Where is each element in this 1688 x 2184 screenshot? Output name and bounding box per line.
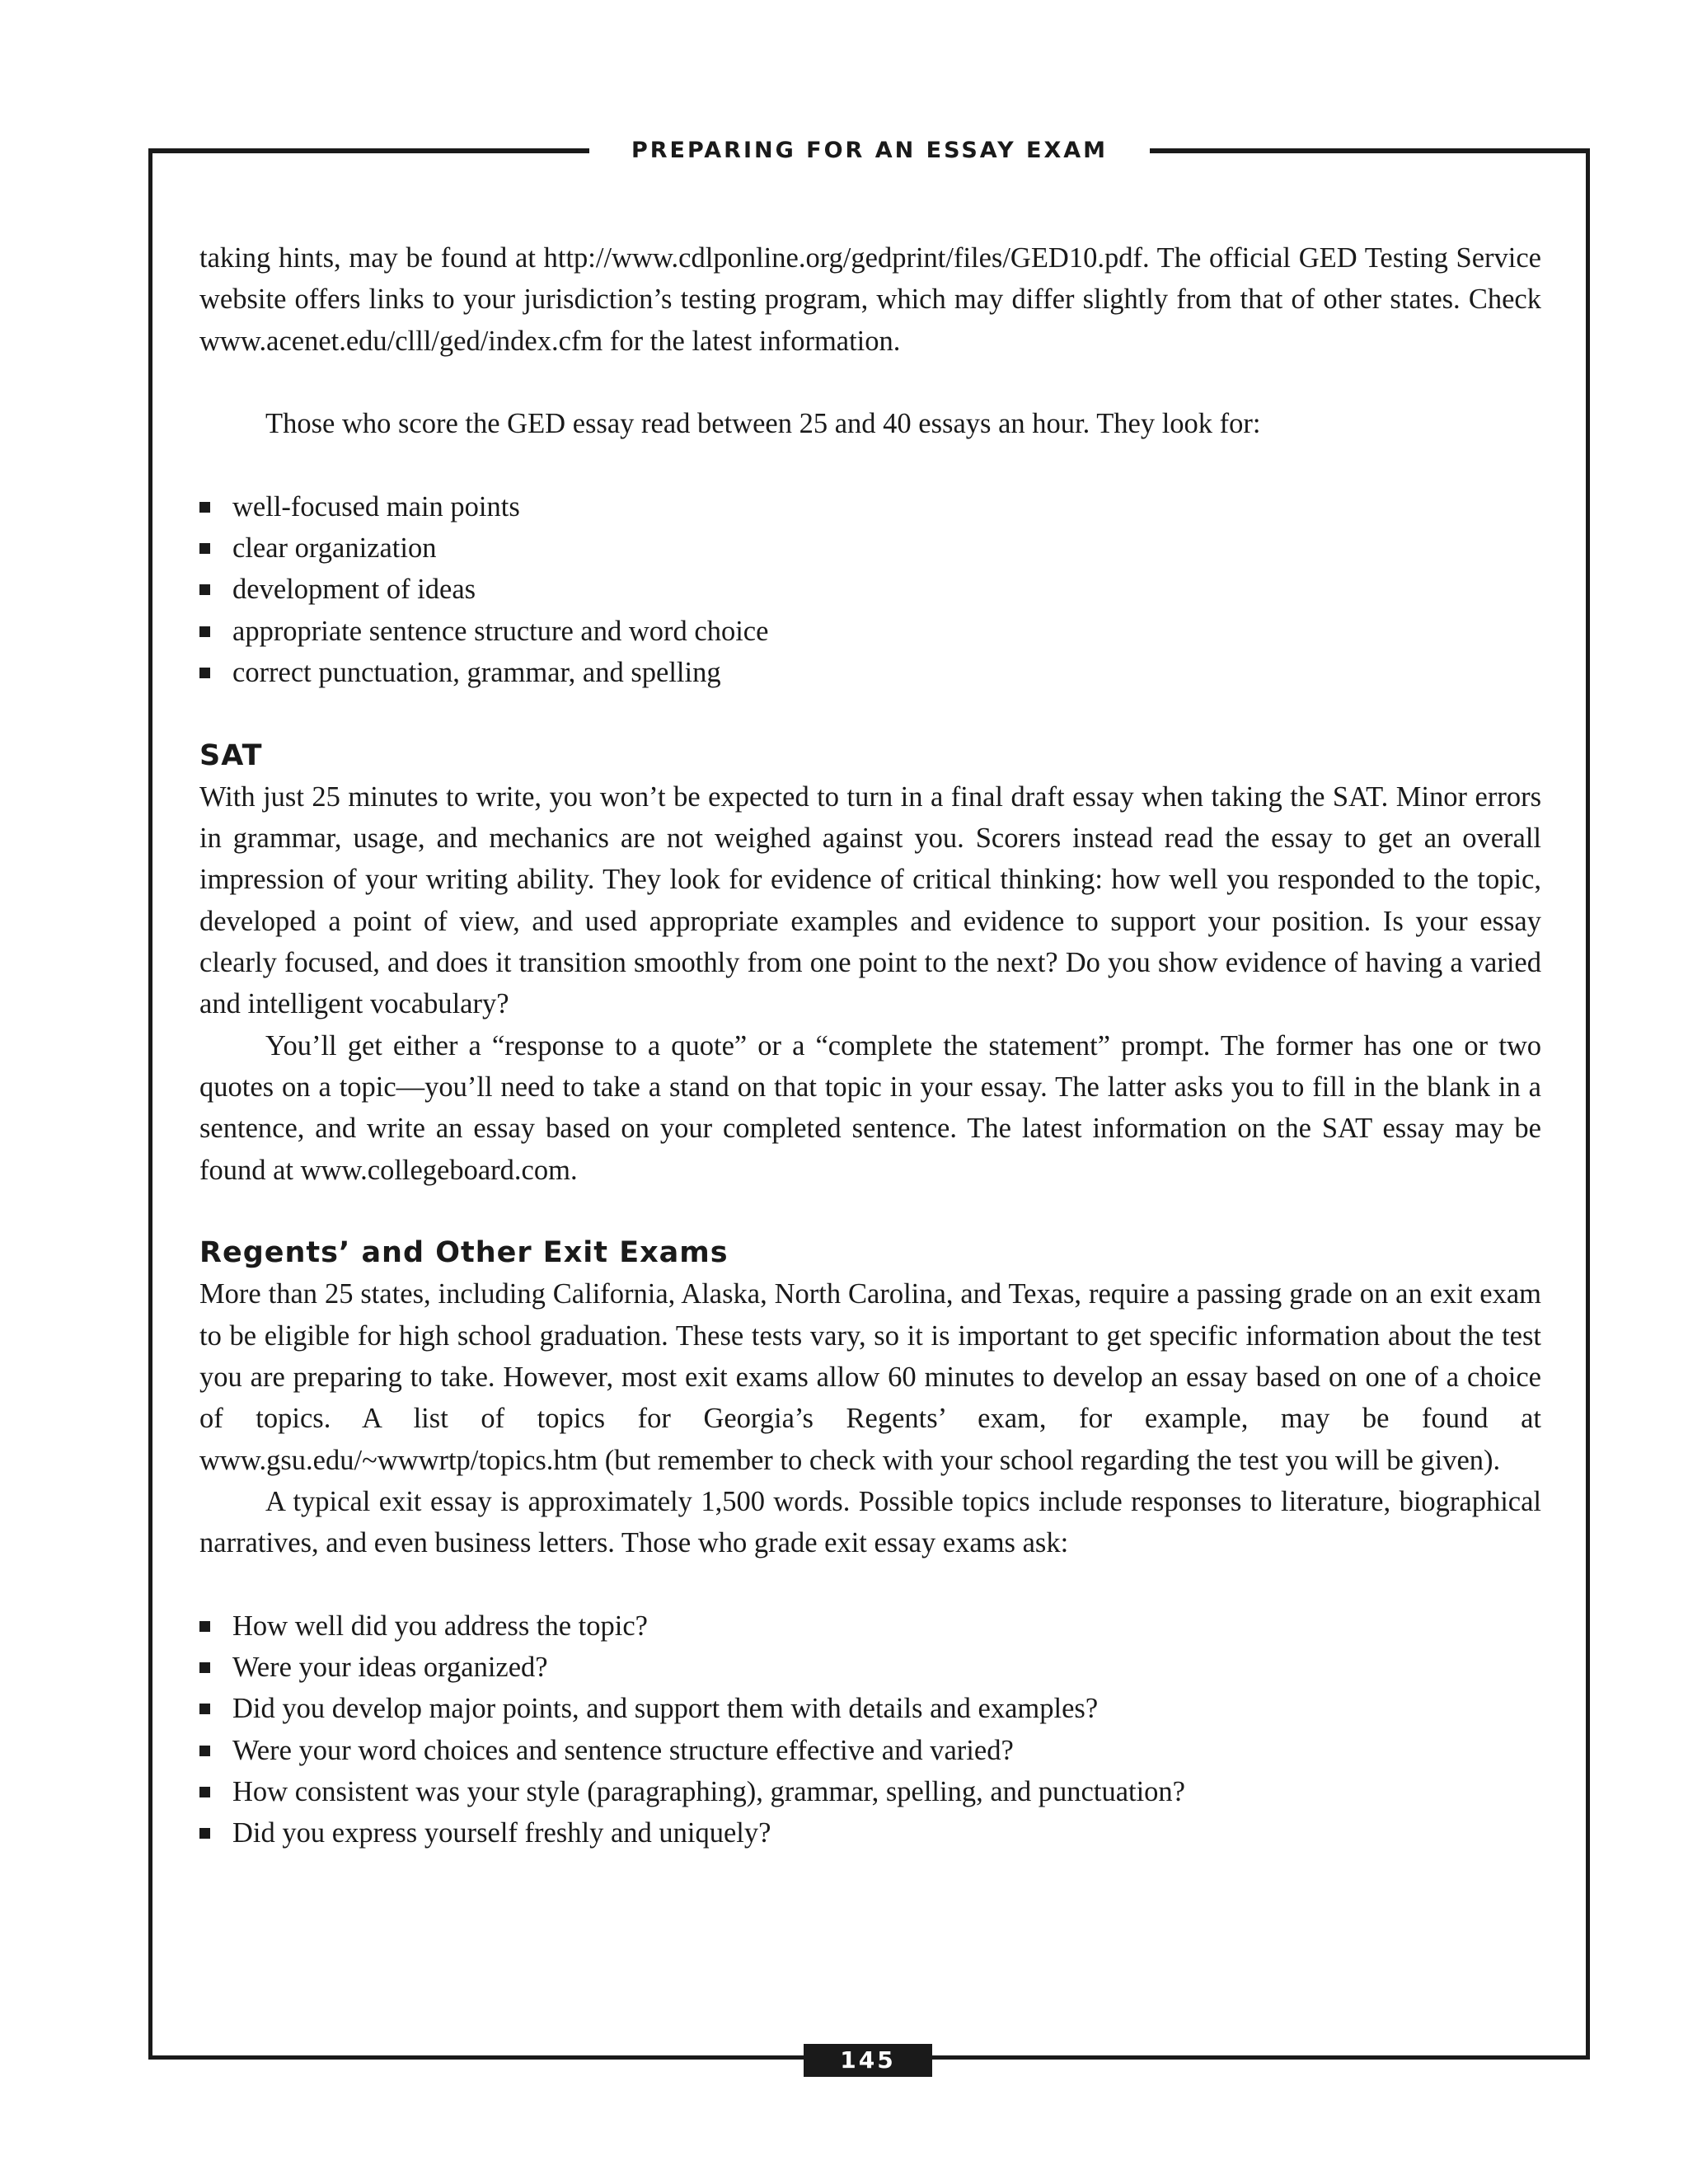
- ged-criteria-list: [199, 486, 1541, 693]
- sat-heading: SAT: [199, 738, 263, 772]
- intro-paragraph-1: taking hints, may be found at http://www.cdlponline.org/gedprint/files/GED10.pdf. The official GED Testing Service website offers links to your jurisdiction’s testing program, which may differ slightly from that of other states. Check www.acenet.edu/clll/ged/index.cfm for the latest information.: [199, 242, 1541, 357]
- sat-paragraph-2: You’ll get either a “response to a quote” or a “complete the statement” prompt. The former has one or two quotes on a topic—you’ll need to take a stand on that topic in your essay. The latter asks you to fill in the blank in a sentence, and write an essay based on your completed sentence. The latest information on the SAT essay may be found at www.collegeboard.com.: [199, 1029, 1541, 1186]
- list-item: How consistent was your style (paragraphing), grammar, spelling, and punctuation?: [199, 1771, 1541, 1812]
- exit-exam-questions-list: [199, 1605, 1541, 1854]
- spacer: [199, 693, 1541, 734]
- list-item: well-focused main points: [199, 486, 1541, 527]
- bullet-square-icon: [199, 1621, 210, 1632]
- list-item: Did you express yourself freshly and uniquely?: [199, 1812, 1541, 1854]
- header-rule-right: [1150, 148, 1590, 153]
- regents-paragraph-1: More than 25 states, including California, Alaska, North Carolina, and Texas, require a passing grade on an exit exam to be eligible for high school graduation. These tests vary, so it is important to get specific information about the test you are preparing to take. However, most exit exams allow 60 minutes to develop an essay based on one of a choice of topics. A list of topics for Georgia’s Regents’ exam, for example, may be found at www.gsu.edu/~wwwrtp/topics.htm (but remember to check with your school regarding the test you will be given).: [199, 1278, 1541, 1476]
- bullet-square-icon: [199, 668, 210, 678]
- bullet-square-icon: [199, 1787, 210, 1797]
- spacer: [199, 444, 1541, 485]
- list-item: Were your word choices and sentence structure effective and varied?: [199, 1730, 1541, 1771]
- spacer: [199, 362, 1541, 403]
- intro-paragraph-2: Those who score the GED essay read between 25 and 40 essays an hour. They look for:: [265, 408, 1261, 440]
- list-item: Were your ideas organized?: [199, 1647, 1541, 1688]
- bullet-square-icon: [199, 626, 210, 637]
- page-number: 145: [804, 2044, 932, 2077]
- list-item: correct punctuation, grammar, and spelling: [199, 652, 1541, 693]
- running-head: PREPARING FOR AN ESSAY EXAM: [631, 138, 1109, 163]
- list-item: Did you develop major points, and support them with details and examples?: [199, 1688, 1541, 1729]
- sat-paragraph-1: With just 25 minutes to write, you won’t be expected to turn in a final draft essay when taking the SAT. Minor errors in grammar, usage, and mechanics are not weighed against you. Scorers instead read the essay to get an overall impression of your writing ability. They look for evidence of critical thinking: how well you responded to the topic, developed a point of view, and used appropriate examples and evidence to support your position. Is your essay clearly focused, and does it transition smoothly from one point to the next? Do you show evidence of having a varied and intelligent vocabulary?: [199, 780, 1541, 1020]
- page-content: [199, 237, 1541, 1854]
- bullet-square-icon: [199, 584, 210, 595]
- bullet-square-icon: [199, 1662, 210, 1673]
- regents-paragraph-2: A typical exit essay is approximately 1,500 words. Possible topics include responses to literature, biographical narratives, and even business letters. Those who grade exit essay exams ask:: [199, 1485, 1541, 1559]
- bullet-square-icon: [199, 1704, 210, 1714]
- list-item: development of ideas: [199, 569, 1541, 610]
- spacer: [199, 1191, 1541, 1232]
- list-item: How well did you address the topic?: [199, 1605, 1541, 1647]
- bullet-square-icon: [199, 543, 210, 554]
- bullet-square-icon: [199, 1828, 210, 1839]
- list-item: appropriate sentence structure and word choice: [199, 611, 1541, 652]
- spacer: [199, 1564, 1541, 1605]
- list-item: clear organization: [199, 527, 1541, 569]
- header-rule-left: [148, 148, 589, 153]
- bullet-square-icon: [199, 1746, 210, 1756]
- bullet-square-icon: [199, 502, 210, 513]
- regents-heading: Regents’ and Other Exit Exams: [199, 1236, 729, 1270]
